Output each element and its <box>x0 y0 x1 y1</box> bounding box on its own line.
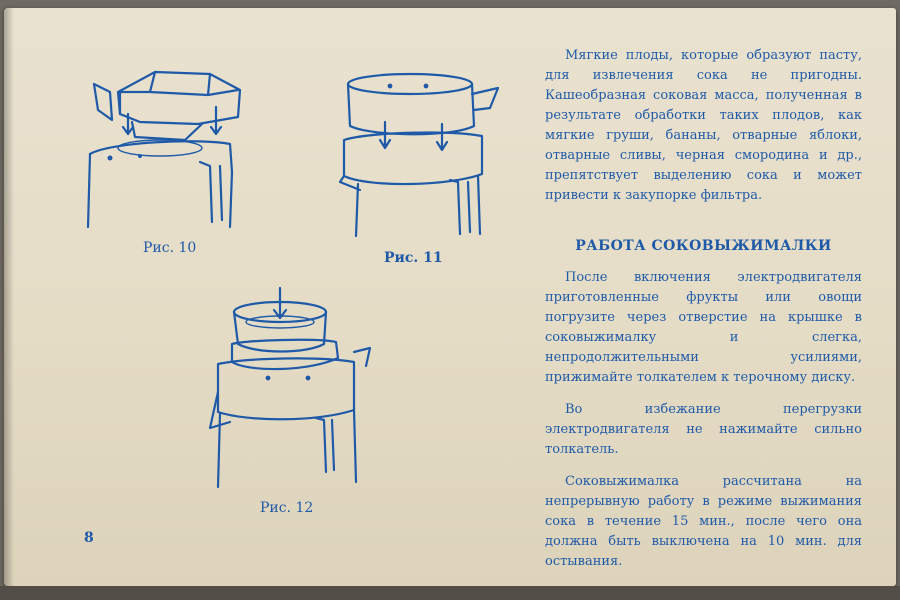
text-column <box>545 46 862 584</box>
figure-12-juicer-pusher-icon <box>208 282 378 492</box>
figure-11-juicer-basket-icon <box>330 64 510 244</box>
figure-12-caption: Рис. 12 <box>260 500 314 516</box>
paragraph-startup: После включения электродвигателя приготовленные фрукты или овощи погрузите через отверстие на крышке в соковыжималку и слегка, непродолжительными усилиями, прижимайте толкателем к терочному диску. <box>545 270 862 385</box>
page-spine-shadow <box>4 8 14 586</box>
paragraph-overload: Во избежание перегрузки электродвигателя не нажимайте сильно толкатель. <box>545 402 862 457</box>
figure-11-caption: Рис. 11 <box>384 250 443 266</box>
paragraph-duty-cycle: Соковыжималка рассчитана на непрерывную работу в режиме выжимания сока в течение 15 мин., после чего она должна быть выключена на 10 мин. для остывания. <box>545 474 862 569</box>
page-number: 8 <box>84 530 94 546</box>
section-title: РАБОТА СОКОВЫЖИМАЛКИ <box>575 238 832 254</box>
figure-10-juicer-lid-icon <box>80 62 250 232</box>
intro-paragraph: Мягкие плоды, которые образуют пасту, для извлечения сока не пригодны. Кашеобразная соковая масса, полученная в результате обработки таких плодов, как мягкие груши, бананы, отварные яблоки, отварные сливы, черная смородина и др., препятствует выделению сока и может привести к закупорке фильтра. <box>545 48 862 203</box>
background-surface <box>0 586 900 600</box>
figure-10-caption: Рис. 10 <box>143 240 197 256</box>
